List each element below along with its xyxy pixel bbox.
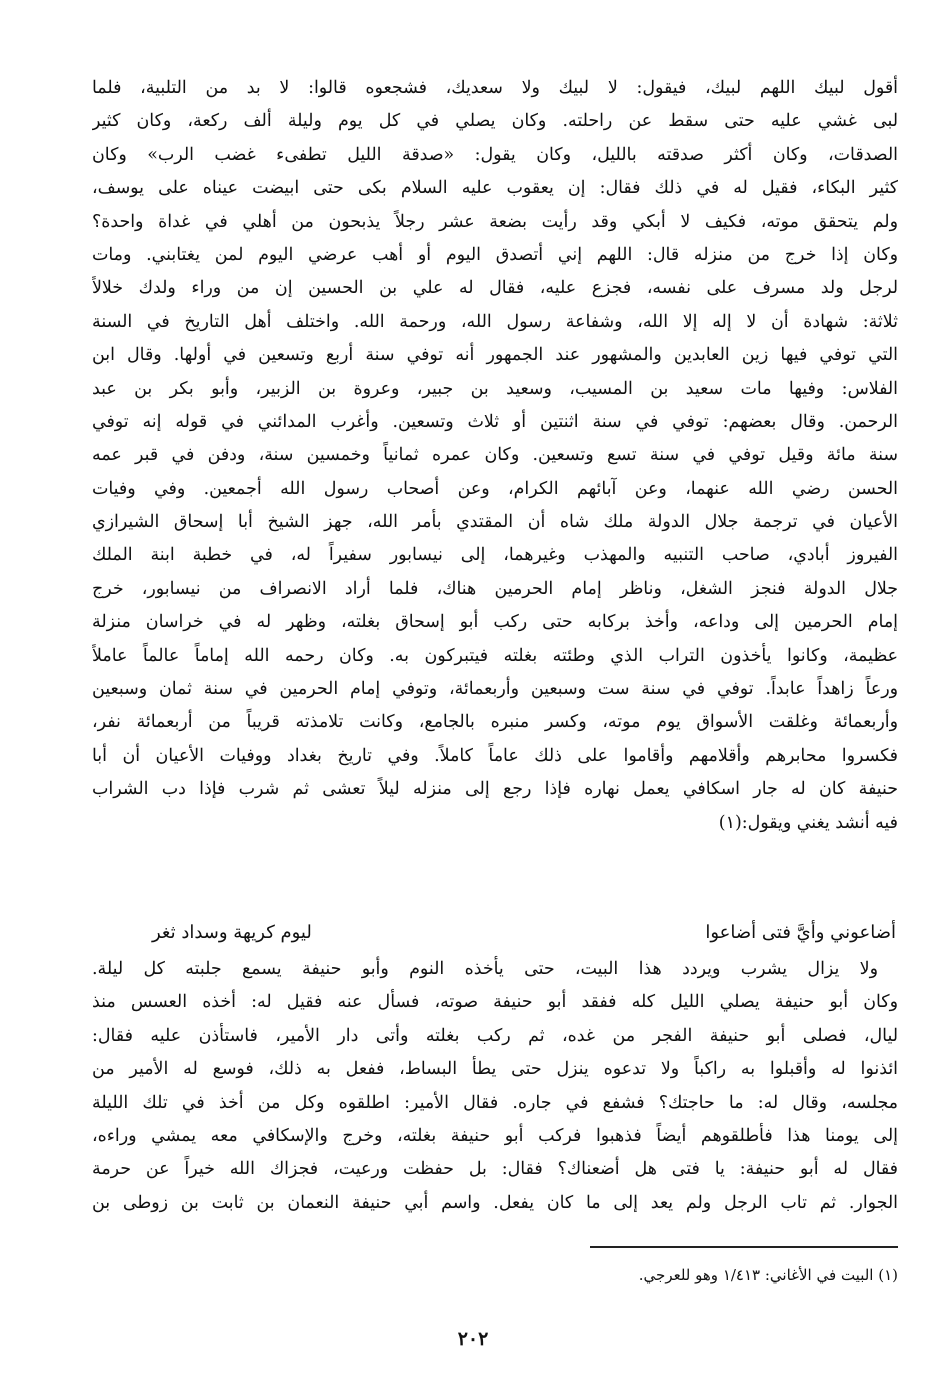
text-line: ثلاثة: شهادة أن لا إله إلا الله، وشفاعة رسول الله، ورحمة الله. واختلف أهل التاريخ في السنة <box>92 311 898 332</box>
poetry-verse <box>92 913 898 953</box>
text-line: أقول لبيك اللهم لبيك، فيقول: لا لبيك ولا سعديك، فشجعوه قالوا: لا بد من التلبية، فلما <box>92 78 898 98</box>
text-line: وكان أبو حنيفة يصلي الليل كله ففقد أبو حنيفة صوته، فسأل عنه فقيل له: أخذه العسس منذ <box>92 992 898 1013</box>
text-line: إمام الحرمين إلى وداعه، وأخذ بركابه حتى ركب أبو إسحاق بغلته، وظهر له في خراسان منزلة <box>92 612 898 633</box>
text-line: ائذنوا له وأقبلوا به راكباً ولا تدعوه ينزل حتى يطأ البساط، ففعل به ذلك، فوسع له الأمير من <box>92 1059 898 1080</box>
text-line: لرجل ولد مسرف على نفسه، فجزع عليه، فقال له علي بن الحسين إن من وراء ولدك خلالاً <box>92 278 898 299</box>
text-line: ولم يتحقق موته، فكيف لا أبكي وقد رأيت بضعة عشر رجلاً يذبحون من أهلي في غداة واحدة؟ <box>92 211 898 232</box>
text-line: لبى غشي عليه حتى سقط عن راحلته. وكان يصلي في كل يوم وليلة ألف ركعة، وكان كثير <box>92 111 898 132</box>
text-line: ورعاً زاهداً عابداً. توفي في سنة ست وسبعين وأربعمائة، وتوفي إمام الحرمين في سنة ثمان وسبعين <box>92 679 898 700</box>
text-line: جلال الدولة فنجز الشغل، وناظر إمام الحرمين هناك، فلما أراد الانصراف من نيسابور، خرج <box>92 578 898 599</box>
verse-hemistich-second: ليوم كريهة وسداد ثغر <box>152 922 312 943</box>
text-line: ولا يزال يشرب ويردد هذا البيت، حتى يأخذه النوم وأبو حنيفة يسمع جلبته كل ليلة. <box>92 959 878 979</box>
text-line: فكسروا محابرهم وأقلامهم وأقاموا على ذلك عاماً كاملاً. وفي تاريخ بغداد ووفيات الأعيان أن أبا <box>92 745 898 766</box>
text-line: الأعيان في ترجمة جلال الدولة ملك شاه أن المقتدي بأمر الله، جهز الشيخ أبا إسحاق الشيرازي <box>92 512 898 533</box>
footnote: (١) البيت في الأغاني: ١/٤١٣ وهو للعرجي. <box>638 1266 898 1284</box>
text-line: الرحمن. وقال بعضهم: توفي في سنة اثنتين أو ثلاث وتسعين. وأغرب المدائني في قوله إنه توفي <box>92 411 898 432</box>
text-line: الفيروز أبادي، صاحب التنبيه والمهذب وغيرهما، إلى نيسابور سفيراً له، في خطبة ابنة الملك <box>92 545 898 566</box>
text-line: حنيفة كان له جار اسكافي يعمل نهاره فإذا رجع إلى منزله ليلاً تعشى ثم شرب فإذا دب الشراب <box>92 779 898 800</box>
text-line: الصدقات، وكان أكثر صدقته بالليل، وكان يقول: «صدقة الليل تطفىء غضب الرب» وكان <box>92 144 898 165</box>
text-line: سنة مائة وقيل توفي في سنة تسع وتسعين. وكان عمره ثمانياً وخمسين سنة، ودفن في قبر عمه <box>92 445 898 466</box>
text-line: الحسن رضي الله عنهما، وعن آبائهم الكرام، وعن أصحاب رسول الله أجمعين. وفي وفيات <box>92 478 898 499</box>
footnote-divider <box>590 1246 898 1248</box>
main-paragraph <box>92 72 898 840</box>
second-paragraph <box>92 953 898 1220</box>
text-line: وأربعمائة وغلقت الأسواق يوم موته، وكسر منبره بالجامع، وكانت تلامذته قريباً من أربعمائة نفر، <box>92 712 898 733</box>
text-line: وكان إذا خرج من منزله قال: اللهم إني أتصدق اليوم أو أهب عرضي اليوم لمن يغتابني. ومات <box>92 244 898 265</box>
text-line: فيه أنشد يغني ويقول:(١) <box>718 812 898 833</box>
text-line: التي توفي فيها زين العابدين والمشهور عند الجمهور أنه توفي سنة أربع وتسعين في أولها. وقال ابن <box>92 345 898 366</box>
text-line: الجوار. ثم تاب الرجل ولم يعد إلى ما كان يفعل. واسم أبي حنيفة النعمان بن ثابت بن زوطى بن <box>92 1192 898 1213</box>
text-line: ليال، فصلى أبو حنيفة الفجر من غده، ثم ركب بغلته وأتى دار الأمير، فاستأذن عليه فقال: <box>92 1025 898 1046</box>
text-line: مجلسه، وقال له: ما حاجتك؟ فشفع في جاره. فقال الأمير: اطلقوه وكل من أخذ في تلك الليلة <box>92 1092 898 1113</box>
text-line: إلى يومنا هذا فأطلقوهم أيضاً فذهبوا فركب أبو حنيفة بغلته، وخرج والإسكافي معه يمشي وراءه، <box>92 1125 898 1146</box>
text-line: عظيمة، وكانوا يأخذون التراب الذي وطئته بغلته فيتبركون به. وكان رحمه الله إماماً عالماً عاملاً <box>92 645 898 666</box>
page-number: ٢٠٢ <box>457 1328 489 1350</box>
verse-hemistich-first: أضاعوني وأيَّ فتى أضاعوا <box>705 922 896 943</box>
text-line: الفلاس: وفيها مات سعيد بن المسيب، وسعيد بن جبير، وعروة بن الزبير، وأبو بكر بن عبد <box>92 378 898 399</box>
text-line: كثير البكاء، فقيل له في ذلك فقال: إن يعقوب عليه السلام بكى حتى ابيضت عيناه على يوسف، <box>92 178 898 199</box>
text-line: فقال له أبو حنيفة: يا فتى هل أضعناك؟ فقال: بل حفظت ورعيت، فجزاك الله خيراً عن حرمة <box>92 1159 898 1180</box>
